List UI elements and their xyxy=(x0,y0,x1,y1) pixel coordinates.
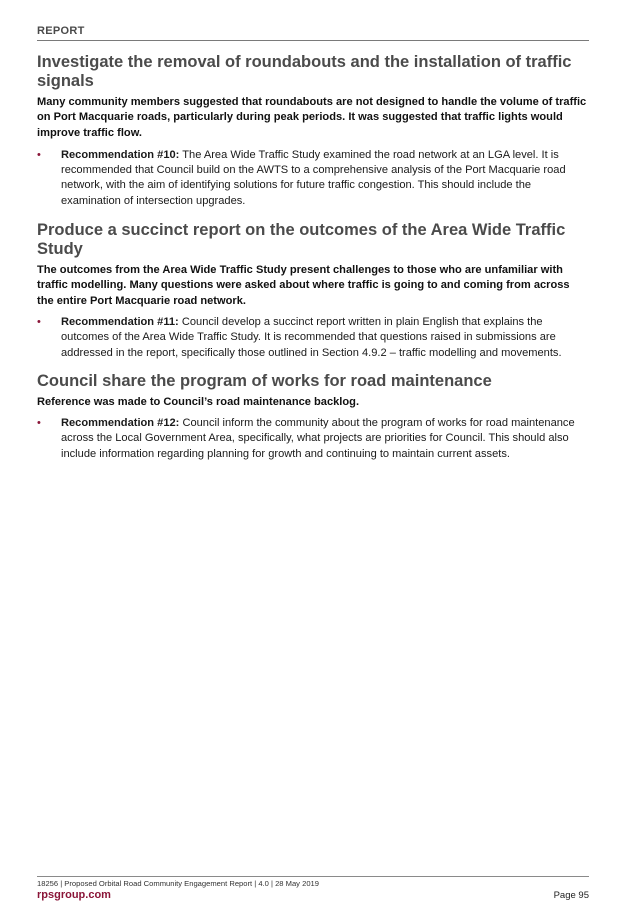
page-number: Page 95 xyxy=(553,890,589,901)
header-label: REPORT xyxy=(37,25,85,37)
bullet-icon: • xyxy=(37,417,41,430)
section-roundabouts xyxy=(37,53,589,209)
recommendation-item xyxy=(37,315,589,361)
bullet-icon: • xyxy=(37,148,41,161)
section-road-maintenance xyxy=(37,372,589,462)
content xyxy=(37,53,589,462)
section-lead: Reference was made to Council’s road maintenance backlog. xyxy=(37,395,360,408)
recommendation-text: Council inform the community about the program of works for road maintenance across the Local Government Area, specifically, what projects are priorities for Council. This should also include information regarding planning for growth and continuing to maintain current assets. xyxy=(61,417,575,460)
bullet-icon: • xyxy=(37,315,41,328)
section-awts-report xyxy=(37,221,589,361)
recommendation-text: The Area Wide Traffic Study examined the road network at an LGA level. It is recommended that Council build on the AWTS to a comprehensive analysis of the Port Macquarie road network, with the aim of identifying solutions for future traffic congestion. This should include the examination of intersection upgrades. xyxy=(61,148,566,207)
section-lead: The outcomes from the Area Wide Traffic Study present challenges to those who are unfamiliar with traffic modelling. Many questions were asked about where traffic is going to and coming from across the entire Port Macquarie road network. xyxy=(37,264,570,307)
section-lead: Many community members suggested that roundabouts are not designed to handle the volume of traffic on Port Macquarie roads, particularly during peak periods. It was suggested that traffic lights would improve traffic flow. xyxy=(37,96,587,139)
recommendation-label: Recommendation #12: xyxy=(61,417,180,430)
section-heading: Council share the program of works for road maintenance xyxy=(37,371,492,390)
recommendation-text: Council develop a succinct report written in plain English that explains the outcomes of the Area Wide Traffic Study. It is recommended that questions raised in submissions are addressed in the report, specifically those outlined in Section 4.9.2 – traffic modelling and movements. xyxy=(61,315,562,359)
recommendation-label: Recommendation #10: xyxy=(61,148,180,161)
recommendation-label: Recommendation #11: xyxy=(61,315,179,328)
section-heading: Investigate the removal of roundabouts and the installation of traffic signals xyxy=(37,53,572,90)
footer-site-link[interactable]: rpsgroup.com xyxy=(37,889,111,901)
footer-meta: 18256 | Proposed Orbital Road Community Engagement Report | 4.0 | 28 May 2019 xyxy=(37,879,319,888)
recommendation-item xyxy=(37,416,589,462)
header-divider xyxy=(37,40,589,41)
recommendation-item xyxy=(37,148,589,209)
footer-divider xyxy=(37,876,589,877)
section-heading: Produce a succinct report on the outcomes of the Area Wide Traffic Study xyxy=(37,221,566,259)
